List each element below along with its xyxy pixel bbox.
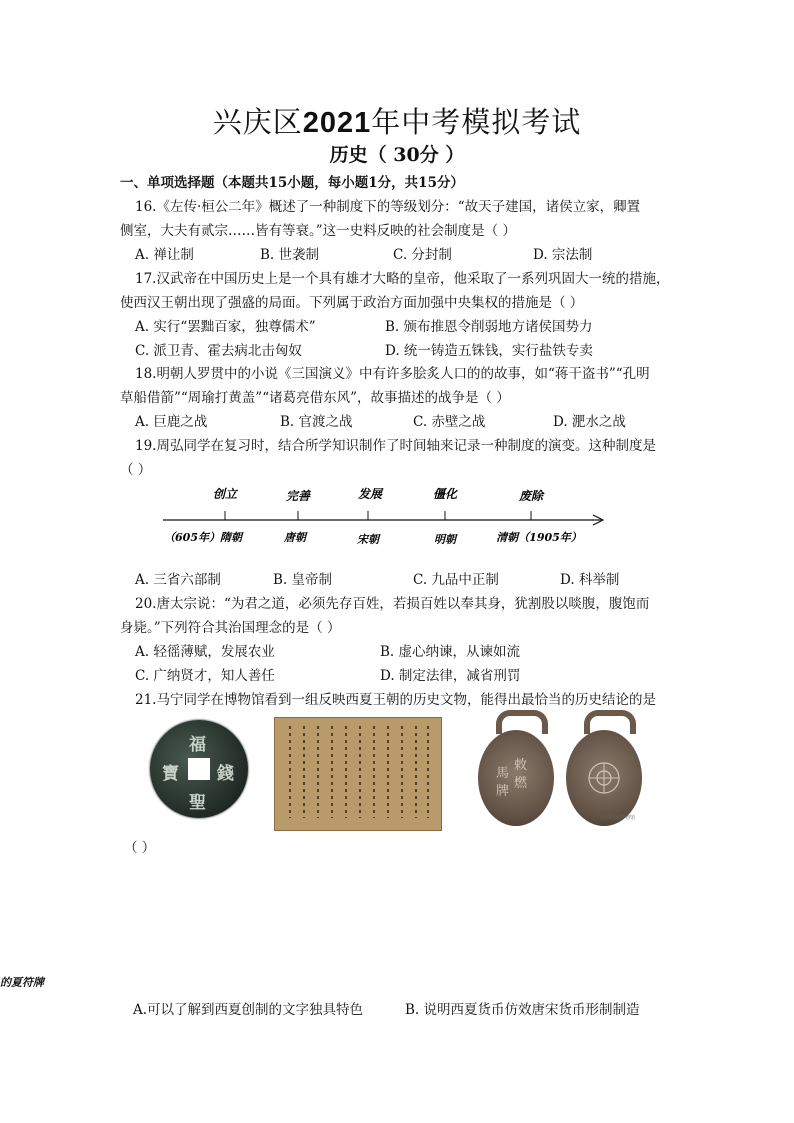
q19-option-d[interactable]: D. 科举制	[560, 572, 620, 588]
timeline-stage-1: 创立	[212, 487, 238, 501]
xixia-token-plate-back	[566, 710, 642, 828]
q19-option-c[interactable]: C. 九品中正制	[413, 572, 499, 588]
q19-line2: （ ）	[120, 462, 152, 478]
q21-option-b[interactable]: B. 说明西夏货币仿效唐宋货币形制制造	[405, 1002, 640, 1018]
q20-line2: 身毙。”下列符合其治国理念的是（ ）	[120, 620, 341, 636]
q16-option-a[interactable]: A. 禅让制	[135, 247, 194, 263]
q18-option-c[interactable]: C. 赤壁之战	[413, 414, 486, 430]
q18-option-a[interactable]: A. 巨鹿之战	[135, 414, 208, 430]
title-year: 2021	[302, 107, 372, 139]
timeline-stage-3: 发展	[357, 487, 383, 501]
q20-line1: 20.唐太宗说：“为君之道，必须先存百姓，若损百姓以奉其身，犹割股以啖腹，腹饱而	[135, 596, 650, 612]
q18-option-b[interactable]: B. 官渡之战	[280, 414, 353, 430]
xixia-token-plate-front	[478, 710, 554, 828]
plate-char-2: 燃	[514, 776, 528, 791]
timeline-dynasty-5: 清朝（1905年）	[496, 531, 582, 544]
coin-char-right: 錢	[217, 764, 234, 784]
q18-line2: 草船借箭”“周瑜打黄盖”“诸葛亮借东风”，故事描述的战争是（ ）	[120, 390, 510, 406]
q19-line1: 19.周弘同学在复习时，结合所学知识制作了时间轴来记录一种制度的演变。这种制度是	[135, 438, 656, 454]
q18-line1: 18.明朝人罗贯中的小说《三国演义》中有许多脍炙人口的的故事，如“蒋干盗书”“孔明	[135, 366, 650, 382]
q17-line2: 使西汉王朝出现了强盛的局面。下列属于政治方面加强中央集权的措施是（ ）	[120, 295, 584, 311]
q17-option-b[interactable]: B. 颁布推恩令削弱地方诸侯国势力	[385, 319, 593, 335]
q21-line2: （ ）	[124, 840, 156, 856]
q19-option-a[interactable]: A. 三省六部制	[135, 572, 221, 588]
page-title	[0, 100, 794, 141]
subtitle: 历史（ 30分 ）	[329, 144, 465, 166]
q16-option-c[interactable]: C. 分封制	[393, 247, 452, 263]
caption-token-plate: 的夏符牌	[0, 976, 44, 989]
coin-char-top: 福	[189, 735, 206, 755]
q19-option-b[interactable]: B. 皇帝制	[273, 572, 333, 588]
timeline-dynasty-1: （605年）隋朝	[164, 531, 242, 544]
timeline-stage-4: 僵化	[432, 487, 458, 501]
title-suffix: 年中考模拟考试	[371, 105, 582, 139]
q20-option-b[interactable]: B. 虚心纳谏，从谏如流	[380, 644, 521, 660]
q20-option-a[interactable]: A. 轻徭薄赋，发展农业	[135, 644, 275, 660]
q18-option-d[interactable]: D. 淝水之战	[553, 414, 626, 430]
title-prefix: 兴庆区	[212, 105, 303, 139]
timeline	[155, 483, 615, 553]
q16-line2: 侧室，大夫有贰宗……皆有等衰。”这一史料反映的社会制度是（ ）	[120, 223, 516, 239]
q21-line1: 21.马宁同学在博物馆看到一组反映西夏王朝的历史文物，能得出最恰当的历史结论的是	[135, 692, 656, 708]
timeline-stage-5: 废除	[518, 489, 544, 503]
section-heading: 一、单项选择题（本题共15小题，每小题1分，共15分）	[120, 175, 464, 191]
q17-option-c[interactable]: C. 派卫青、霍去病北击匈奴	[135, 343, 302, 359]
xixia-coin-image	[150, 720, 248, 818]
q16-option-d[interactable]: D. 宗法制	[533, 247, 593, 263]
timeline-dynasty-4: 明朝	[434, 533, 456, 546]
timeline-stage-2: 完善	[285, 489, 311, 503]
timeline-dynasty-3: 宋朝	[357, 533, 379, 546]
plate-pattern-icon	[584, 758, 624, 798]
q21-option-a[interactable]: A.可以了解到西夏创制的文字独具特色	[133, 1002, 364, 1018]
museum-watermark: 中国国家博物馆	[600, 815, 636, 821]
q17-line1: 17.汉武帝在中国历史上是一个具有雄才大略的皇帝，他采取了一系列巩固大一统的措施，	[135, 271, 670, 287]
coin-char-left: 寶	[162, 764, 179, 784]
coin-char-bottom: 聖	[189, 793, 206, 813]
plate-char-3: 馬	[496, 766, 510, 781]
q20-option-c[interactable]: C. 广纳贤才，知人善任	[135, 668, 275, 684]
q17-option-d[interactable]: D. 统一铸造五铢钱，实行盐铁专卖	[385, 343, 593, 359]
timeline-dynasty-2: 唐朝	[284, 531, 306, 544]
plate-char-4: 牌	[496, 784, 510, 799]
coin-hole	[188, 758, 210, 780]
q16-option-b[interactable]: B. 世袭制	[260, 247, 320, 263]
xixia-manuscript-image	[274, 717, 442, 831]
plate-char-1: 敕	[514, 758, 528, 773]
q16-line1: 16.《左传·桓公二年》概述了一种制度下的等级划分：“故天子建国，诸侯立家，卿置	[135, 199, 641, 215]
q17-option-a[interactable]: A. 实行“罢黜百家，独尊儒术”	[135, 319, 316, 335]
q20-option-d[interactable]: D. 制定法律，减省刑罚	[380, 668, 521, 684]
